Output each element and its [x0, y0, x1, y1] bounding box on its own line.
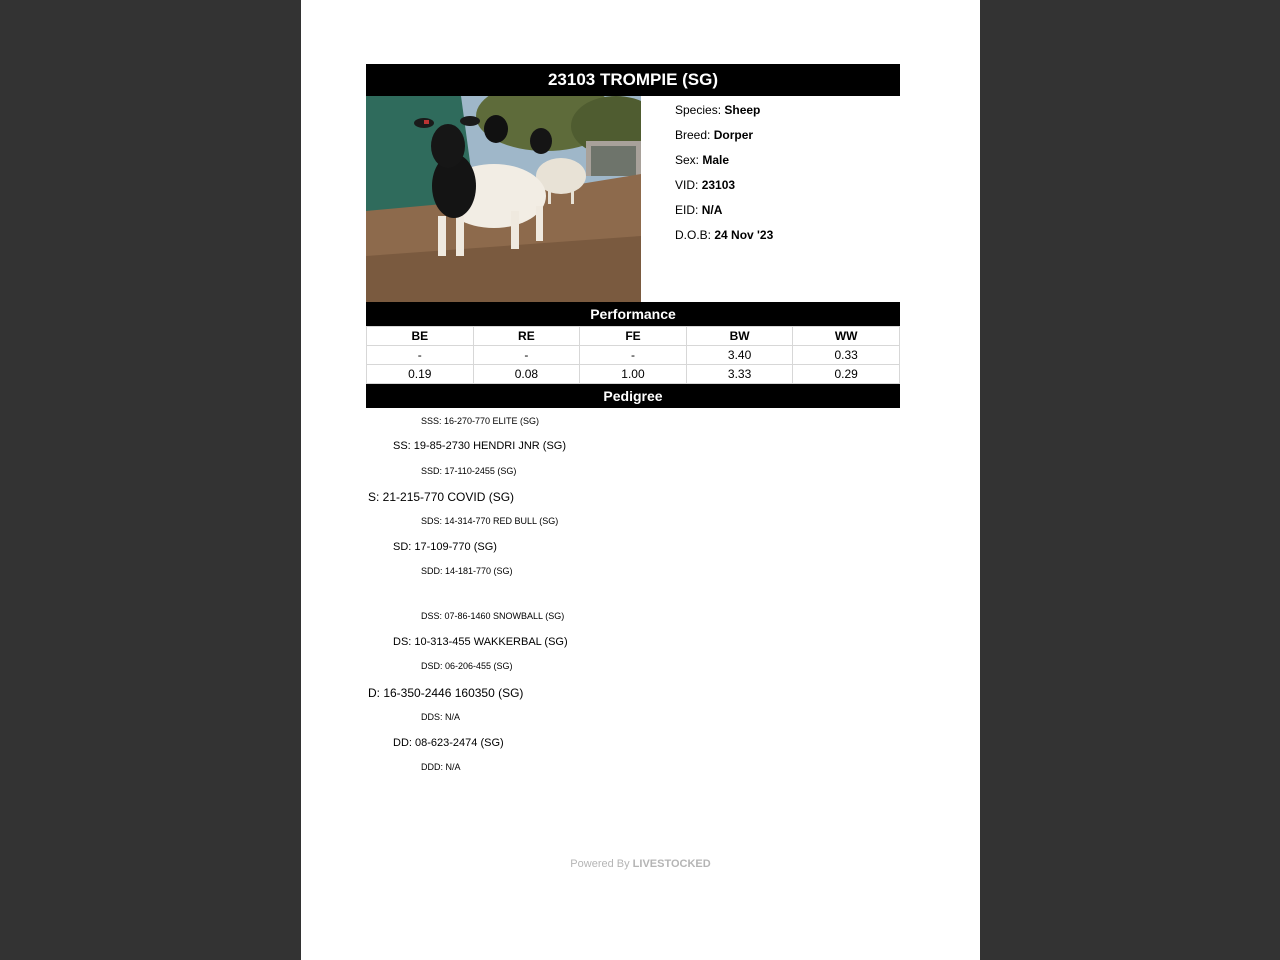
- detail-label: VID:: [675, 178, 699, 192]
- detail-value: N/A: [701, 203, 723, 217]
- animal-title: 23103 TROMPIE (SG): [366, 64, 900, 96]
- table-cell: 0.33: [793, 346, 900, 365]
- pedigree-ssd: SSD: 17-110-2455 (SG): [421, 466, 517, 476]
- detail-value: 23103: [701, 178, 736, 192]
- detail-value: 24 Nov '23: [714, 228, 774, 242]
- table-cell: 1.00: [580, 365, 687, 384]
- table-cell: -: [367, 346, 474, 365]
- detail-eid: [675, 202, 773, 227]
- pedigree-heading: Pedigree: [366, 384, 900, 408]
- detail-dob: [675, 227, 773, 252]
- table-row: [367, 365, 900, 384]
- pedigree-sd: SD: 17-109-770 (SG): [393, 541, 497, 553]
- table-cell: -: [473, 346, 580, 365]
- detail-vid: [675, 177, 773, 202]
- summary-row: [366, 96, 900, 302]
- detail-label: Breed:: [675, 128, 711, 142]
- table-cell: 0.19: [367, 365, 474, 384]
- pedigree-dsd: DSD: 06-206-455 (SG): [421, 661, 513, 671]
- column-header: RE: [473, 327, 580, 346]
- detail-label: Species:: [675, 103, 722, 117]
- column-header: BE: [367, 327, 474, 346]
- column-header: BW: [686, 327, 793, 346]
- detail-label: EID:: [675, 203, 699, 217]
- footer-prefix: Powered By: [570, 858, 630, 870]
- pedigree-ss: SS: 19-85-2730 HENDRI JNR (SG): [393, 440, 566, 452]
- pedigree-sdd: SDD: 14-181-770 (SG): [421, 566, 513, 576]
- table-cell: 0.08: [473, 365, 580, 384]
- detail-value: Male: [702, 153, 730, 167]
- pedigree-dam: D: 16-350-2446 160350 (SG): [368, 686, 524, 700]
- detail-breed: [675, 127, 773, 152]
- animal-sheet: [366, 64, 900, 788]
- pedigree-sds: SDS: 14-314-770 RED BULL (SG): [421, 516, 559, 526]
- table-header-row: [367, 327, 900, 346]
- animal-photo: [366, 96, 641, 302]
- detail-value: Dorper: [713, 128, 754, 142]
- table-cell: 3.33: [686, 365, 793, 384]
- pedigree-dd: DD: 08-623-2474 (SG): [393, 737, 504, 749]
- detail-label: D.O.B:: [675, 228, 712, 242]
- pedigree-tree: [366, 408, 900, 788]
- table-row: [367, 346, 900, 365]
- performance-heading: Performance: [366, 302, 900, 326]
- pedigree-ds: DS: 10-313-455 WAKKERBAL (SG): [393, 636, 568, 648]
- animal-details: [641, 96, 773, 302]
- column-header: WW: [793, 327, 900, 346]
- performance-table: [366, 326, 900, 384]
- pedigree-sss: SSS: 16-270-770 ELITE (SG): [421, 416, 540, 426]
- column-header: FE: [580, 327, 687, 346]
- detail-species: [675, 102, 773, 127]
- pedigree-ddd: DDD: N/A: [421, 762, 461, 772]
- footer-brand: LIVESTOCKED: [632, 858, 711, 870]
- document-page: [301, 0, 980, 960]
- pedigree-dds: DDS: N/A: [421, 712, 461, 722]
- detail-value: Sheep: [724, 103, 761, 117]
- detail-label: Sex:: [675, 153, 700, 167]
- table-cell: 0.29: [793, 365, 900, 384]
- pedigree-sire: S: 21-215-770 COVID (SG): [368, 490, 515, 504]
- table-cell: 3.40: [686, 346, 793, 365]
- pedigree-dss: DSS: 07-86-1460 SNOWBALL (SG): [421, 611, 565, 621]
- detail-sex: [675, 152, 773, 177]
- table-cell: -: [580, 346, 687, 365]
- powered-by-footer: [301, 858, 980, 870]
